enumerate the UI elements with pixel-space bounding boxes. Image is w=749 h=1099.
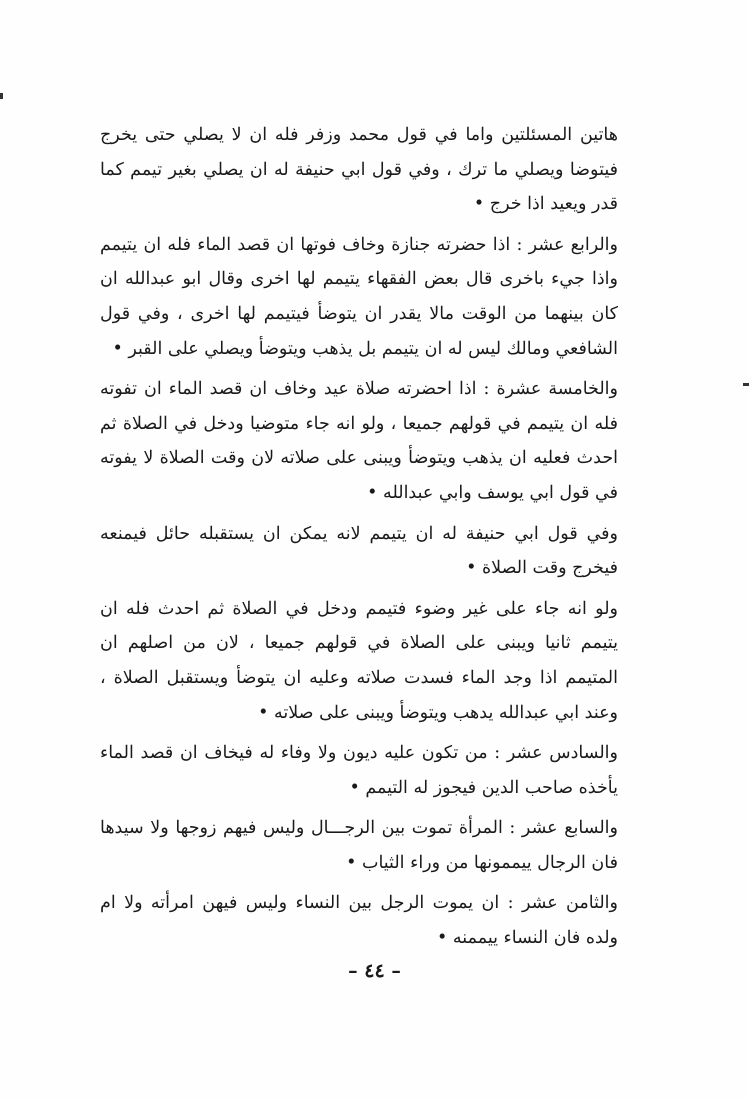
paragraph: ولو انه جاء على غير وضوء فتيمم ودخل في الصلاة ثم احدث فله ان يتيمم ثانيا ويبنى على الصلاة في قولهم جميعا ، لان من اصلهم ان المتيمم اذا وجد الماء فسدت صلاته وعليه ان يتوضأ ويستقبل الصلاة ، وعند ابي عبدالله يدهب ويتوضأ ويبنى على صلاته •	[100, 598, 618, 723]
paragraph: والخامسة عشرة : اذا احضرته صلاة عيد وخاف ان قصد الماء ان تفوته فله ان يتيمم في قولهم جميعا ، ولو انه جاء متوضيا ودخل في الصلاة ثم احدث فعليه ان يذهب ويتوضأ ويبنى على صلاته لان وقت الصلاة لا يفوته في قول ابي يوسف وابي عبدالله •	[100, 379, 618, 503]
paragraph: والرابع عشر : اذا حضرته جنازة وخاف فوتها ان قصد الماء فله ان يتيمم واذا جيء باخرى قال بعض الفقهاء يتيمم لها اخرى وقال ابو عبدالله ان كان بينهما من الوقت مالا يقدر ان يتوضأ فيتيمم لها اخرى ، وفي قول الشافعي ومالك ليس له ان يتيمم بل يذهب ويتوضأ ويصلي على القبر •	[100, 234, 618, 359]
scan-margin-mark	[743, 383, 749, 386]
paragraph: والثامن عشر : ان يموت الرجل بين النساء وليس فيهن امرأته ولا ام ولده فان النساء ييممنه •	[100, 893, 618, 949]
paragraph: والسادس عشر : من تكون عليه ديون ولا وفاء له فيخاف ان قصد الماء يأخذه صاحب الدين فيجوز له التيمم •	[100, 743, 618, 798]
scan-margin-mark	[0, 93, 3, 99]
paragraph: هاتين المسئلتين واما في قول محمد وزفر فله ان لا يصلي حتى يخرج فيتوضا ويصلي ما ترك ، وفي قول ابي حنيفة له ان يصلي بغير تيمم كما قدر ويعيد اذا خرج •	[100, 125, 618, 215]
paragraph: والسابع عشر : المرأة تموت بين الرجـــال وليس فيهم زوجها ولا سيدها فان الرجال ييممونها من وراء الثياب •	[100, 818, 618, 873]
page-number: – ٤٤ –	[348, 960, 401, 982]
body-text	[100, 118, 618, 962]
paragraph: وفي قول ابي حنيفة له ان يتيمم لانه يمكن ان يستقبله حائل فيمنعه فيخرج وقت الصلاة •	[100, 523, 618, 579]
